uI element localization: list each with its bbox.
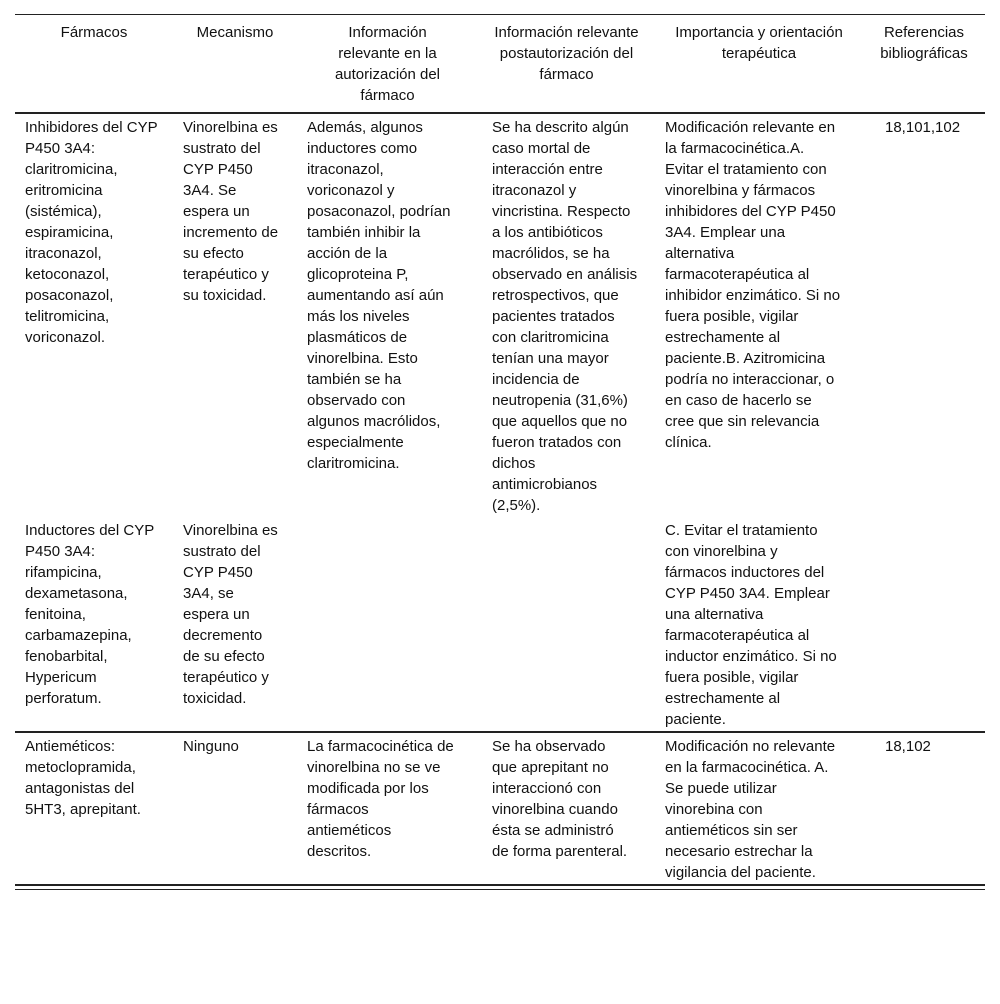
table-row (15, 732, 985, 885)
cell-farmacos: Inhibidores del CYP P450 3A4: claritromicina, eritromicina (sistémica), espiramicina, itraconazol, ketoconazol, posaconazol, telitromicina, voriconazol. (25, 119, 158, 346)
cell-importancia: C. Evitar el tratamiento con vinorelbina y fármacos inductores del CYP P450 3A4. Emplear una alternativa farmacoterapéutica al inductor enzimático. Si no fuera posible, vigilar estrechamente al paciente. (665, 522, 837, 728)
cell-autorizacion (297, 517, 468, 732)
cell-postautorizacion: Se ha observado que aprepitant no interaccionó con vinorelbina cuando ésta se administró de forma parenteral. (468, 732, 655, 885)
header-referencias: Referencias bibliográficas (863, 15, 985, 114)
cell-autorizacion: Además, algunos inductores como itraconazol, voriconazol y posaconazol, podrían también inhibir la acción de la glicoproteina P, aumentando así aún más los niveles plasmáticos de vinorelbina. Esto también se ha observado con algunos macrólidos, especialmente claritromicina. (307, 119, 451, 472)
table-row (15, 113, 985, 517)
header-postautorizacion: Información relevante postautorización del fármaco (468, 15, 655, 114)
drug-interaction-table (15, 14, 985, 886)
cell-postautorizacion (468, 517, 655, 732)
cell-referencias: 18,102 (863, 732, 985, 885)
header-row (15, 15, 985, 114)
header-autorizacion: Información relevante en la autorización del fármaco (297, 15, 468, 114)
cell-mecanismo: Ninguno (173, 732, 297, 885)
cell-farmacos: Antieméticos: metoclopramida, antagonistas del 5HT3, aprepitant. (15, 732, 173, 885)
cell-mecanismo: Vinorelbina es sustrato del CYP P450 3A4, se espera un decremento de su efecto terapéutico y toxicidad. (183, 522, 278, 707)
table-header (15, 15, 985, 114)
cell-autorizacion: La farmacocinética de vinorelbina no se ve modificada por los fármacos antieméticos descritos. (297, 732, 468, 885)
cell-importancia: Modificación relevante en la farmacocinética.A. Evitar el tratamiento con vinorelbina y fármacos inhibidores del CYP P450 3A4. Emplear una alternativa farmacoterapéutica al inhibidor enzimático. Si no fuera posible, vigilar estrechamente al paciente.B. Azitromicina podría no interaccionar, o en caso de hacerlo se cree que sin relevancia clínica. (665, 119, 841, 451)
header-importancia: Importancia y orientación terapéutica (655, 15, 863, 114)
header-mecanismo: Mecanismo (173, 15, 297, 114)
cell-referencias (863, 517, 985, 732)
cell-postautorizacion: Se ha descrito algún caso mortal de interacción entre itraconazol y vincristina. Respecto a los antibióticos macrólidos, se ha observado en análisis retrospectivos, que pacientes tratados con claritromicina tenían una mayor incidencia de neutropenia (31,6%) que aquellos que no fueron tratados con dichos antimicrobianos (2,5%). (492, 119, 638, 514)
cell-farmacos: Inductores del CYP P450 3A4: rifampicina, dexametasona, fenitoina, carbamazepina, fenobarbital, Hypericum perforatum. (25, 522, 154, 707)
table-row (15, 517, 985, 732)
header-farmacos: Fármacos (15, 15, 173, 114)
table-bottom-rule (15, 889, 985, 890)
table-body (15, 113, 985, 885)
cell-referencias: 18,101,102 (885, 119, 961, 136)
interaction-table-container (15, 14, 985, 890)
cell-mecanismo: Vinorelbina es sustrato del CYP P450 3A4. Se espera un incremento de su efecto terapéutico y su toxicidad. (183, 119, 279, 304)
cell-importancia: Modificación no relevante en la farmacocinética. A. Se puede utilizar vinorebina con antieméticos sin ser necesario estrechar la vigilancia del paciente. (655, 732, 863, 885)
